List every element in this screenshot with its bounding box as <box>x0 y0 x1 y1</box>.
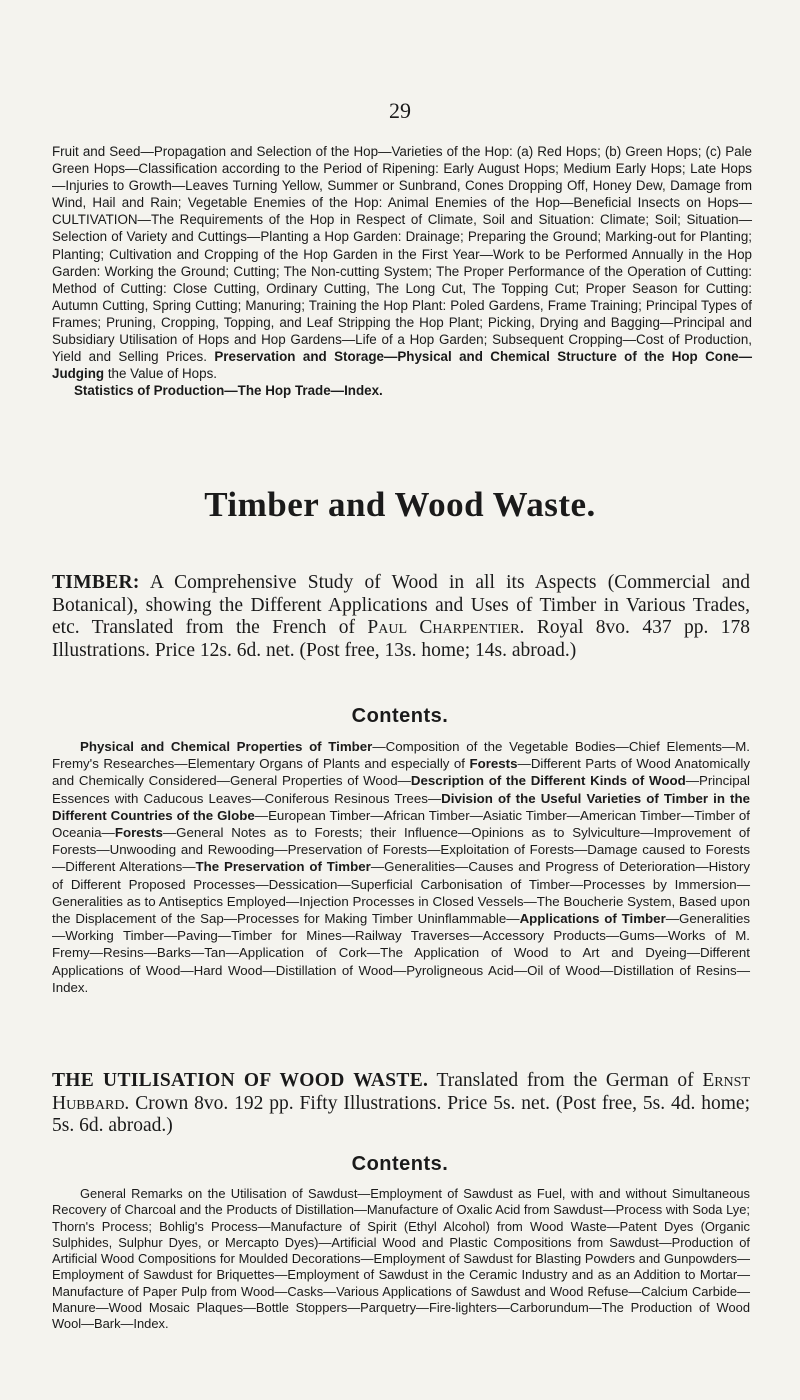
wood-waste-book-description: Translated from the German of <box>436 1070 694 1091</box>
timber-book-title-colon: : <box>132 572 140 593</box>
hop-statistics-line: Statistics of Production—The Hop Trade—Index. <box>74 383 383 399</box>
timber-contents-part: Forests <box>114 825 163 841</box>
section-heading-timber-wood-waste: Timber and Wood Waste. <box>204 485 596 524</box>
timber-book-price: Royal 8vo. 437 pp. 178 Illustrations. Price 12s. 6d. net. (Post free, 13s. home; 14s. abroad.) <box>52 617 751 661</box>
timber-contents-part: —Generalities—Working Timber—Paving—Timber for Mines—Railway Traverses—Accessory Products—Gums—Works of M. Fremy—Resins—Barks—Tan—Application of Cork—The Application of Wood to Art and Dyeing—Different Applications of Wood—Hard Wood—Distillation of Wood—Pyroligneous Acid—Oil of Wood—Distillation of Resins—Index. <box>52 911 750 995</box>
wood-waste-contents-list: General Remarks on the Utilisation of Sawdust—Employment of Sawdust as Fuel, with and without Simultaneous Recovery of Charcoal and the Products of Distillation—Manufacture of Oxalic Acid from Sawdust—Process with Soda Lye; Thorn's Process; Bohlig's Process—Manufacture of Spirit (Ethyl Alcohol) from Wood Waste—Patent Dyes (Organic Sulphides, Sulphur Dyes, or Mercapto Dyes)—Artificial Wood and Plastic Compositions from Sawdust—Production of Artificial Wood Compositions for Moulded Decorations—Employment of Sawdust for Blasting Powders and Gunpowders—Employment of Sawdust for Briquettes—Employment of Sawdust in the Ceramic Industry and as an Addition to Mortar—Manufacture of Paper Pulp from Wood—Casks—Various Applications of Sawdust and Wood Refuse—Calcium Carbide—Manure—Wood Mosaic Plaques—Bottle Stoppers—Parquetry—Fire-lighters—Carborundum—The Production of Wood Wool—Bark—Index. <box>52 1186 750 1332</box>
wood-waste-book-author: Ernst Hubbard. <box>52 1070 751 1114</box>
hop-value-line: the Value of Hops. <box>107 366 217 382</box>
hop-book-contents-continued <box>52 143 752 399</box>
wood-waste-contents-heading: Contents. <box>351 1153 449 1175</box>
timber-contents-part: —Different Parts of Wood Anatomically and Chemically Considered—General Properties of Wood— <box>52 756 750 789</box>
timber-contents-part: —Composition of the Vegetable Bodies—Chief Elements—M. Fremy's Researches—Elementary Organs of Plants and especially of <box>52 739 750 772</box>
timber-book-author: Paul Charpentier. <box>367 617 525 638</box>
timber-contents-part: —Principal Essences with Caducous Leaves—Coniferous Resinous Trees— <box>52 773 750 806</box>
page-number: 29 <box>389 98 411 123</box>
timber-book-title: TIMBER <box>52 572 133 593</box>
timber-contents-part: —General Notes as to Forests; their Influence—Opinions as to Sylviculture—Improvement of Forests—Unwooding and Rewooding—Preservation of Forests—Exploitation of Forests—Damage caused to Forests—Different Alterations— <box>52 825 750 875</box>
timber-contents-part: —European Timber—African Timber—Asiatic Timber—American Timber—Timber of Oceania— <box>52 807 750 841</box>
wood-waste-book-price: Crown 8vo. 192 pp. Fifty Illustrations. Price 5s. net. (Post free, 5s. 4d. home; 5s. 6d. abroad.) <box>52 1092 750 1136</box>
timber-book-entry <box>52 572 750 662</box>
timber-contents-list <box>52 738 750 996</box>
timber-book-description: A Comprehensive Study of Wood in all its Aspects (Commercial and Botanical), showing the Different Applications and Uses of Timber in Various Trades, etc. Translated from the French of <box>52 572 750 638</box>
hop-preservation-line: Preservation and Storage—Physical and Chemical Structure of the Hop Cone—Judging <box>52 349 752 382</box>
wood-waste-book-title: THE UTILISATION OF WOOD WASTE. <box>52 1070 429 1091</box>
timber-contents-part: Physical and Chemical Properties of Timber <box>80 739 373 754</box>
timber-contents-part: Forests <box>469 756 518 772</box>
wood-waste-book-entry <box>52 1070 750 1138</box>
timber-contents-part: Division of the Useful Varieties of Timber in the Different Countries of the Globe <box>52 790 750 823</box>
hop-contents-text: Fruit and Seed—Propagation and Selection of the Hop—Varieties of the Hop: (a) Red Hops; (b) Green Hops; (c) Pale Green Hops—Classification according to the Period of Ripening: Early August Hops; Medium Early Hops; Late Hops—Injuries to Growth—Leaves Turning Yellow, Summer or Sunbrand, Cones Dropping Off, Honey Dew, Damage from Wind, Hail and Rain; Vegetable Enemies of the Hop: Animal Enemies of the Hop—Beneficial Insects on Hops—CULTIVATION—The Requirements of the Hop in Respect of Climate, Soil and Situation: Climate; Soil; Situation—Selection of Variety and Cuttings—Planting a Hop Garden: Drainage; Preparing the Ground; Marking-out for Planting; Planting; Cultivation and Cropping of the Hop Garden in the First Year—Work to be Performed Annually in the Hop Garden: Working the Ground; Cutting; The Non-cutting System; The Proper Performance of the Operation of Cutting: Method of Cutting: Close Cutting, Ordinary Cutting, The Long Cut, The Topping Cut; Proper Season for Cutting: Autumn Cutting, Spring Cutting; Manuring; Training the Hop Plant: Poled Gardens, Frame Training; Principal Types of Frames; Pruning, Cropping, Topping, and Leaf Stripping the Hop Plant; Picking, Drying and Bagging—Principal and Subsidiary Utilisation of Hops and Hop Gardens—Life of a Hop Garden; Subsequent Cropping—Cost of Production, Yield and Selling Prices. <box>52 144 752 365</box>
timber-contents-heading: Contents. <box>351 705 449 727</box>
timber-contents-part: Applications of Timber <box>519 911 666 927</box>
timber-contents-part: —Generalities—Causes and Progress of Deterioration—History of Different Proposed Processes—Dessication—Superficial Carbonisation of Timber—Processes by Immersion—Generalities as to Antiseptics Employed—Injection Processes in Closed Vessels—The Boucherie System, Based upon the Displacement of the Sap—Processes for Making Timber Uninflammable— <box>52 859 750 927</box>
timber-contents-part: Description of the Different Kinds of Wood <box>410 773 686 789</box>
timber-contents-part: The Preservation of Timber <box>195 859 371 875</box>
